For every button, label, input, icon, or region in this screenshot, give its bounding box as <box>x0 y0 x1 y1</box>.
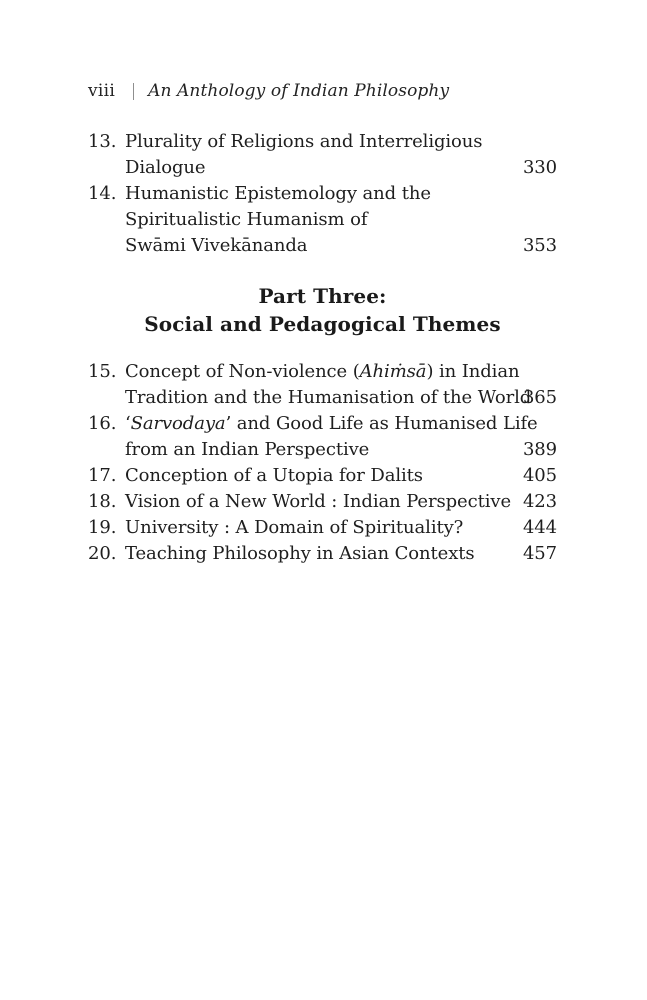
toc-entry-number: 13. <box>88 131 117 152</box>
toc-entry-title-line: from an Indian Perspective <box>125 439 370 460</box>
part-heading <box>88 282 557 338</box>
toc-entry-page-number: 365 <box>522 387 557 408</box>
toc-entry-page-number: 457 <box>522 543 557 564</box>
running-header-book-title: An Anthology of Indian Philosophy <box>148 81 450 101</box>
toc-entry-page-number: 389 <box>522 439 557 460</box>
toc-entry-title-line: ‘Sarvodaya’ and Good Life as Humanised Life <box>125 413 538 434</box>
toc-entry-title-line: University : A Domain of Spirituality? <box>125 517 464 538</box>
toc-entry-number: 16. <box>88 413 117 434</box>
toc-entry <box>88 181 557 259</box>
header-divider <box>133 83 134 100</box>
toc-entry-number: 14. <box>88 183 117 204</box>
folio-page-number: viii <box>88 81 116 101</box>
toc-entry-title <box>125 181 509 259</box>
toc-entry-title-line: Dialogue <box>125 157 206 178</box>
toc-entry-title <box>125 463 509 489</box>
toc-entry-title-line: Vision of a New World : Indian Perspective <box>125 491 511 512</box>
toc-entry-title-line: Humanistic Epistemology and the <box>125 183 431 204</box>
toc-entry-title-line: Spiritualistic Humanism of <box>125 209 368 230</box>
toc-entry-title <box>125 129 509 181</box>
part-heading-line1: Part Three: <box>258 284 387 308</box>
toc-entry-number: 20. <box>88 543 117 564</box>
running-header <box>88 80 557 102</box>
toc-entry-title <box>125 515 509 541</box>
toc-entry-title-line: Plurality of Religions and Interreligious <box>125 131 483 152</box>
toc-section-two <box>88 359 557 567</box>
toc-entry <box>88 411 557 463</box>
toc-entry <box>88 489 557 515</box>
book-page <box>88 80 557 567</box>
toc-entry-number: 17. <box>88 465 117 486</box>
toc-entry-title-line: Tradition and the Humanisation of the World <box>125 387 532 408</box>
toc-entry-title <box>125 411 538 463</box>
toc-section-one <box>88 129 557 259</box>
toc-entry-page-number: 405 <box>522 465 557 486</box>
toc-entry <box>88 463 557 489</box>
part-heading-line2: Social and Pedagogical Themes <box>144 312 501 336</box>
toc-entry <box>88 515 557 541</box>
toc-entry-page-number: 353 <box>522 235 557 256</box>
toc-entry-page-number: 444 <box>522 517 557 538</box>
toc-entry-title <box>125 541 509 567</box>
toc-entry-title <box>125 489 509 515</box>
toc-entry-title-line: Teaching Philosophy in Asian Contexts <box>125 543 475 564</box>
toc-entry <box>88 359 557 411</box>
toc-entry <box>88 129 557 181</box>
toc-entry-page-number: 330 <box>522 157 557 178</box>
toc-entry-title-line: Concept of Non-violence (Ahiṁsā) in Indian <box>125 361 520 382</box>
toc-entry-page-number: 423 <box>522 491 557 512</box>
toc-entry-title <box>125 359 532 411</box>
toc-entry <box>88 541 557 567</box>
toc-entry-title-line: Conception of a Utopia for Dalits <box>125 465 423 486</box>
toc-entry-number: 18. <box>88 491 117 512</box>
toc-entry-title-line: Swāmi Vivekānanda <box>125 235 308 256</box>
toc-entry-number: 19. <box>88 517 117 538</box>
toc-entry-number: 15. <box>88 361 117 382</box>
